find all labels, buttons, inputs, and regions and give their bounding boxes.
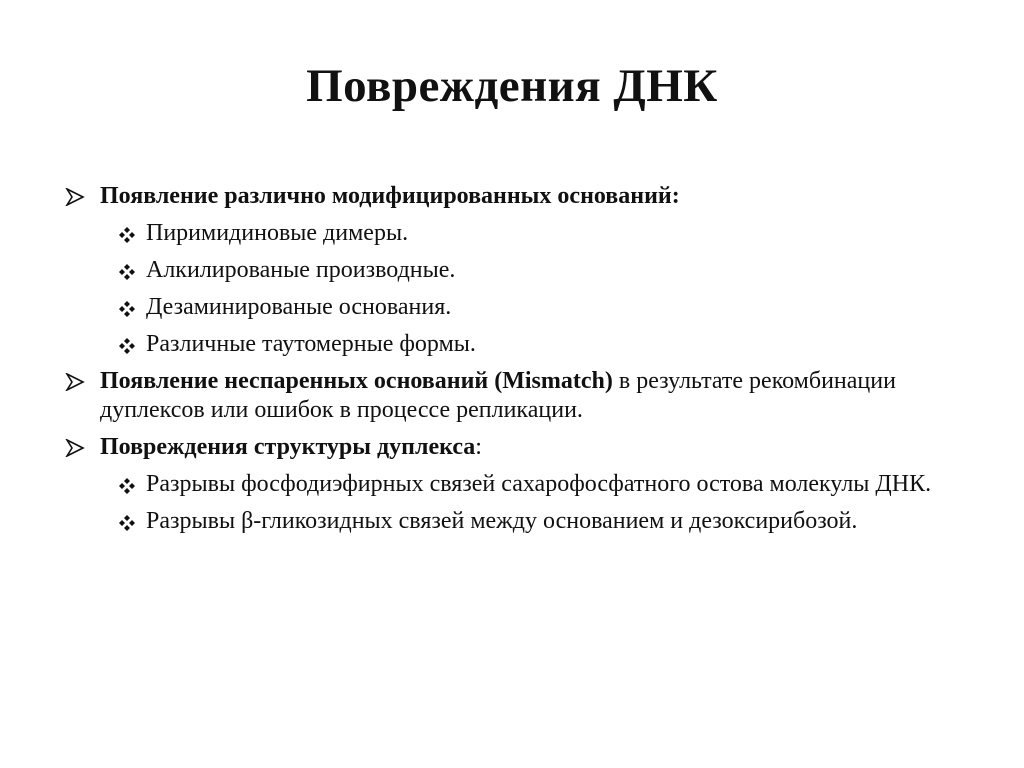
bullet-bold-text: Появление различно модифицированных оснований: bbox=[100, 183, 680, 209]
bullet-item-2 bbox=[64, 367, 964, 425]
bullet-bold-text: Появление неспаренных оснований (Mismatch) bbox=[100, 368, 613, 394]
slide-title: Повреждения ДНК bbox=[306, 60, 718, 112]
diamond-cluster-bullet-icon bbox=[118, 226, 136, 244]
sub-bullet-item bbox=[64, 219, 964, 248]
arrowhead-bullet-icon bbox=[64, 373, 86, 391]
sub-bullet-item bbox=[64, 330, 964, 359]
arrowhead-bullet-icon bbox=[64, 188, 86, 206]
sub-bullet-item bbox=[64, 507, 964, 536]
sub-bullet-item bbox=[64, 293, 964, 322]
bullet-list bbox=[64, 182, 964, 544]
diamond-cluster-bullet-icon bbox=[118, 300, 136, 318]
arrowhead-bullet-icon bbox=[64, 439, 86, 457]
sub-bullet-text: Пиримидиновые димеры. bbox=[146, 220, 409, 246]
sub-bullet-text: Разрывы фосфодиэфирных связей сахарофосфатного остова молекулы ДНК. bbox=[146, 471, 932, 497]
sub-bullet-text: Различные таутомерные формы. bbox=[146, 331, 476, 357]
sub-bullet-text: Алкилированые производные. bbox=[146, 257, 456, 283]
bullet-item-1 bbox=[64, 182, 964, 211]
diamond-cluster-bullet-icon bbox=[118, 263, 136, 281]
bullet-item-3 bbox=[64, 433, 964, 462]
sub-bullet-text: Разрывы β-гликозидных связей между основанием и дезоксирибозой. bbox=[146, 508, 858, 534]
diamond-cluster-bullet-icon bbox=[118, 477, 136, 495]
sub-bullet-text: Дезаминированые основания. bbox=[146, 294, 452, 320]
bullet-rest-text: : bbox=[475, 434, 482, 460]
diamond-cluster-bullet-icon bbox=[118, 514, 136, 532]
sub-bullet-item bbox=[64, 470, 964, 499]
bullet-rest-text: в результате рекомбинации дуплексов или ошибок в процессе репликации. bbox=[100, 368, 896, 423]
bullet-bold-text: Повреждения структуры дуплекса bbox=[100, 434, 476, 460]
diamond-cluster-bullet-icon bbox=[118, 337, 136, 355]
sub-bullet-item bbox=[64, 256, 964, 285]
